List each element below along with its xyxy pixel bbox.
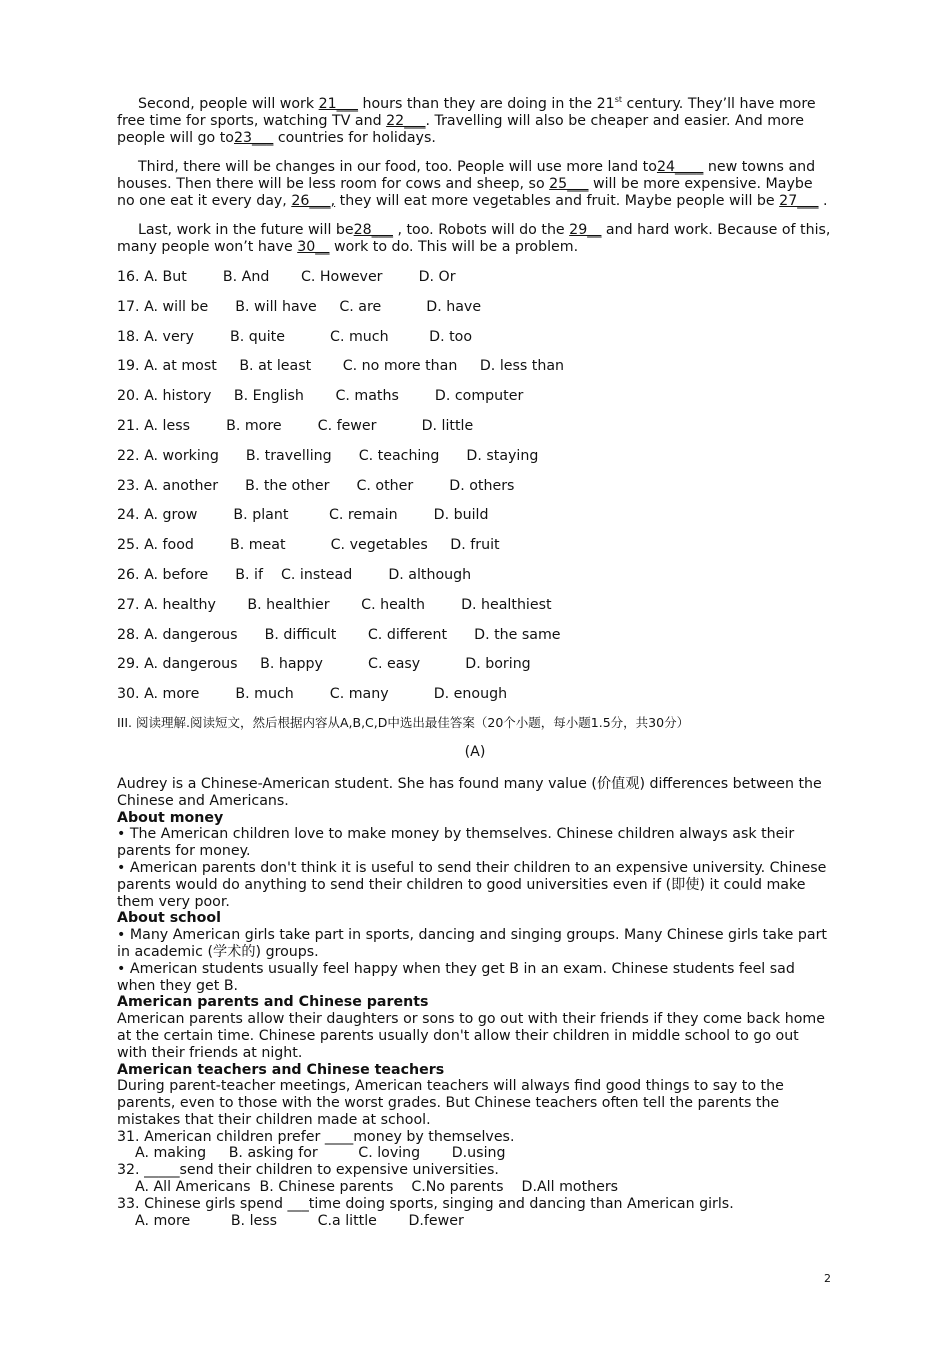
option-row: 26. A. before B. if C. instead D. although (117, 566, 472, 583)
heading-about-school: About school (117, 910, 222, 927)
option-row: 16. A. But B. And C. However D. Or (117, 269, 456, 285)
blank-21: 21___ (318, 96, 358, 112)
blank-28: 28___ (353, 222, 393, 238)
cloze-paragraph-2: Third, there will be changes in our food, too. People will use more land to24____ new towns and houses. Then there will be less room for cows and sheep, so 25___ will be more expensive. Maybe no one eat it every day, 26___, they will eat more vegetables and fruit. Maybe people will be 27___ . (117, 159, 828, 209)
option-row: 22. A. working B. travelling C. teaching D. staying (117, 447, 539, 464)
option-row: 25. A. food B. meat C. vegetables D. fruit (117, 537, 500, 554)
option-row: 28. A. dangerous B. difficult C. different D. the same (117, 626, 561, 643)
question-33-options: A. more B. less C.a little D.fewer (135, 1212, 464, 1229)
option-row: 17. A. will be B. will have C. are D. have (117, 298, 482, 315)
option-row: 19. A. at most B. at least C. no more than D. less than (117, 358, 565, 375)
passage-intro: Audrey is a Chinese-American student. She has found many value (价值观) differences between the Chinese and Americans. (117, 775, 822, 809)
cloze-options (117, 269, 833, 716)
question-33: 33. Chinese girls spend ___time doing sports, singing and dancing than American girls. (117, 1195, 734, 1212)
heading-about-money: About money (117, 809, 224, 826)
bullet-money-2: • American parents don't think it is useful to send their children to an expensive university. Chinese parents would do anything to send their children to good universities even if (即使) it could make them very poor. (117, 859, 827, 910)
option-row: 30. A. more B. much C. many D. enough (117, 686, 508, 703)
question-31-options: A. making B. asking for C. loving D.using (135, 1145, 506, 1162)
bullet-school-2: • American students usually feel happy when they get B in an exam. Chinese students feel sad when they get B. (117, 960, 795, 994)
section-3-title: III. 阅读理解.阅读短文，然后根据内容从A,B,C,D中选出最佳答案（20个小题，每小题1.5分，共30分） (117, 714, 690, 730)
passage-a-label: (A) (464, 743, 486, 760)
question-32-options: A. All Americans B. Chinese parents C.No parents D.All mothers (135, 1179, 619, 1196)
cloze-paragraph-1: Second, people will work 21___ hours than they are doing in the 21st century. They’ll have more free time for sports, watching TV and 22___. Travelling will also be cheaper and easier. And more people will go to23___ countries for holidays. (117, 95, 816, 146)
blank-29: 29__ (569, 222, 602, 238)
blank-23: 23___ (233, 130, 274, 146)
blank-30: 30__ (297, 239, 330, 255)
heading-parents: American parents and Chinese parents (117, 994, 429, 1011)
option-row: 23. A. another B. the other C. other D. others (117, 477, 515, 494)
page-number: 2 (824, 1272, 831, 1285)
blank-24: 24____ (656, 159, 704, 175)
blank-22: 22___ (386, 113, 426, 129)
option-row: 27. A. healthy B. healthier C. health D. healthiest (117, 596, 552, 613)
document-page (117, 96, 833, 1229)
reading-passage-a (117, 776, 833, 1230)
question-32: 32. _____send their children to expensive universities. (117, 1162, 499, 1179)
parents-text: American parents allow their daughters or sons to go out with their friends if they come back home at the certain time. Chinese parents usually don't allow their children in middle school to go out with their friends at night. (117, 1011, 825, 1061)
option-row: 21. A. less B. more C. fewer D. little (117, 417, 474, 434)
question-31: 31. American children prefer ____money by themselves. (117, 1128, 515, 1145)
blank-26: 26___, (291, 193, 336, 209)
blank-25: 25___ (549, 176, 589, 192)
cloze-paragraph-3: Last, work in the future will be28___ , too. Robots will do the 29__ and hard work. Because of this, many people won’t have 30__ work to do. This will be a problem. (117, 222, 831, 255)
bullet-school-1: • Many American girls take part in sports, dancing and singing groups. Many Chinese girls take part in academic (学术的) groups. (117, 927, 827, 960)
bullet-money-1: • The American children love to make money by themselves. Chinese children always ask their parents for money. (117, 826, 795, 860)
option-row: 20. A. history B. English C. maths D. computer (117, 388, 524, 405)
heading-teachers: American teachers and Chinese teachers (117, 1061, 445, 1078)
option-row: 29. A. dangerous B. happy C. easy D. boring (117, 656, 531, 673)
option-row: 24. A. grow B. plant C. remain D. build (117, 507, 489, 524)
blank-27: 27___ (779, 193, 819, 209)
teachers-text: During parent-teacher meetings, American teachers will always find good things to say to the parents, even to those with the worst grades. But Chinese teachers often tell the parents the mistakes that their children made at school. (117, 1078, 784, 1128)
option-row: 18. A. very B. quite C. much D. too (117, 328, 473, 345)
